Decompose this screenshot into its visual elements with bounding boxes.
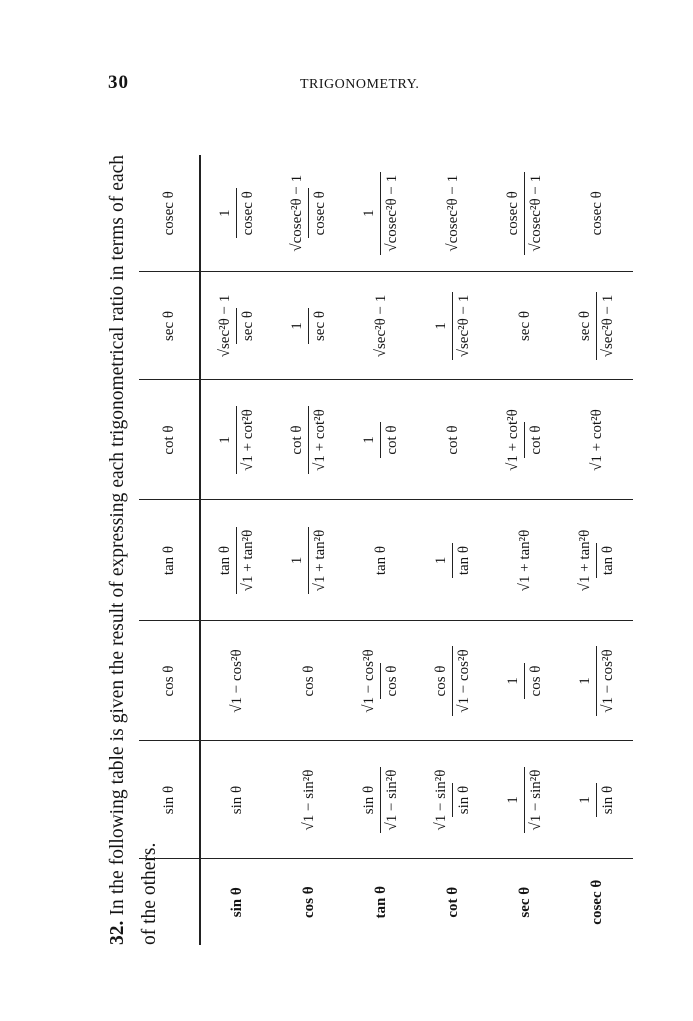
fraction [289, 172, 329, 255]
row-header: cosec θ [588, 879, 605, 925]
table-cell [345, 155, 417, 272]
table-cell [200, 155, 273, 272]
row-header: sin θ [228, 887, 245, 918]
fraction [217, 188, 257, 238]
table-row [200, 155, 273, 945]
fraction [361, 172, 401, 255]
fraction [433, 292, 473, 361]
denominator: √1 − sin²θ [380, 767, 401, 834]
column-header: sec θ [139, 272, 200, 380]
numerator: 1 [577, 796, 593, 804]
table-header-row [139, 155, 200, 945]
cell-expression: sin θ [228, 785, 245, 815]
table-cell [489, 741, 561, 859]
numerator: tan θ [217, 545, 233, 576]
numerator: cot θ [289, 425, 305, 455]
fraction [289, 406, 329, 474]
row-header: tan θ [372, 886, 389, 919]
fraction [577, 527, 617, 595]
table-cell [417, 621, 489, 741]
row-header: cot θ [444, 886, 461, 918]
table-cell [200, 621, 273, 741]
table-row [561, 155, 633, 945]
cell-expression: √cosec²θ − 1 [444, 174, 461, 252]
table-cell [417, 741, 489, 859]
table-cell [489, 380, 561, 500]
table-cell [273, 272, 345, 380]
fraction [217, 527, 257, 595]
denominator: √sec²θ − 1 [452, 292, 473, 361]
table-cell [561, 380, 633, 500]
denominator: √1 − cos²θ [452, 646, 473, 715]
numerator: √1 − cos²θ [361, 649, 377, 713]
table-cell [561, 741, 633, 859]
table-cell [200, 272, 273, 380]
cell-expression: cosec θ [588, 191, 605, 236]
page-number: 30 [108, 72, 129, 93]
numerator: sec θ [577, 310, 593, 342]
table-cell [200, 741, 273, 859]
table-row [489, 155, 561, 945]
table-cell [273, 741, 345, 859]
ratio-table [139, 155, 633, 945]
denominator: cos θ [524, 663, 545, 700]
table-cell [561, 500, 633, 621]
numerator: 1 [577, 677, 593, 685]
table-cell [273, 500, 345, 621]
column-header: tan θ [139, 500, 200, 621]
numerator: 1 [361, 436, 377, 444]
cell-expression: sec θ [516, 310, 533, 342]
numerator: 1 [433, 556, 449, 565]
table-cell [273, 155, 345, 272]
table-cell [489, 272, 561, 380]
denominator: sin θ [596, 783, 617, 817]
numerator: √1 + cot²θ [505, 409, 521, 471]
table-cell [489, 155, 561, 272]
denominator: √1 − sin²θ [524, 767, 545, 834]
row-header: cos θ [300, 886, 317, 919]
cell-expression: cos θ [300, 665, 317, 697]
cell-expression: √1 − sin²θ [300, 769, 317, 831]
table-cell [489, 621, 561, 741]
numerator: √cosec²θ − 1 [289, 174, 305, 252]
denominator: cot θ [380, 422, 401, 457]
table-cell [561, 155, 633, 272]
running-head: TRIGONOMETRY. [300, 77, 420, 92]
fraction [217, 292, 257, 361]
fraction [505, 767, 545, 834]
denominator: √sec²θ − 1 [596, 292, 617, 361]
numerator: 1 [505, 677, 521, 685]
corner-cell [139, 859, 200, 945]
table-cell [345, 500, 417, 621]
numerator: 1 [361, 209, 377, 217]
denominator: √1 + tan²θ [236, 527, 257, 595]
column-header: cosec θ [139, 155, 200, 272]
numerator: 1 [289, 556, 305, 565]
cell-expression: √1 + cot²θ [588, 409, 605, 471]
section-text: In the following table is given the result of expressing each trigonometrical ratio in terms of each of the others. [106, 154, 160, 945]
table-cell [345, 621, 417, 741]
denominator: sin θ [452, 783, 473, 817]
table-cell [561, 272, 633, 380]
fraction [361, 646, 401, 715]
numerator: cosec θ [505, 191, 521, 236]
table-cell [489, 500, 561, 621]
numerator: √1 + tan²θ [577, 529, 593, 592]
numerator: 1 [505, 796, 521, 804]
numerator: √1 − sin²θ [433, 769, 449, 831]
denominator: √1 + cot²θ [308, 406, 329, 474]
table-body [200, 155, 633, 945]
denominator: sec θ [308, 308, 329, 344]
numerator: 1 [289, 322, 305, 330]
denominator: √cosec²θ − 1 [524, 172, 545, 255]
cell-expression: tan θ [372, 545, 389, 576]
numerator: 1 [217, 209, 233, 217]
denominator: √1 + cot²θ [236, 406, 257, 474]
rotated-content [82, 154, 616, 945]
table-cell [273, 621, 345, 741]
numerator: 1 [433, 322, 449, 330]
denominator: cosec θ [236, 188, 257, 238]
row-header: sec θ [516, 886, 533, 918]
denominator: √cosec²θ − 1 [380, 172, 401, 255]
table-cell [417, 380, 489, 500]
numerator: √sec²θ − 1 [217, 294, 233, 358]
cell-expression: cot θ [444, 425, 461, 455]
table-cell [200, 380, 273, 500]
fraction [289, 308, 329, 344]
fraction [505, 406, 545, 474]
fraction [505, 663, 545, 700]
table-row [273, 155, 345, 945]
numerator: cos θ [433, 665, 449, 697]
numerator: sin θ [361, 785, 377, 815]
fraction [577, 292, 617, 361]
section-number: 32. [106, 920, 128, 945]
fraction [577, 646, 617, 715]
fraction [433, 646, 473, 715]
table-cell [273, 380, 345, 500]
table-cell [417, 155, 489, 272]
table-cell [417, 272, 489, 380]
denominator: √1 + tan²θ [308, 527, 329, 595]
denominator: tan θ [596, 543, 617, 578]
fraction [217, 406, 257, 474]
table-cell [345, 272, 417, 380]
fraction [505, 172, 545, 255]
cell-expression: √sec²θ − 1 [372, 294, 389, 358]
column-header: sin θ [139, 741, 200, 859]
table-cell [417, 500, 489, 621]
cell-expression: √1 + tan²θ [516, 529, 533, 592]
denominator: cot θ [524, 422, 545, 457]
fraction [361, 422, 401, 457]
fraction [361, 767, 401, 834]
fraction [289, 527, 329, 595]
table-cell [345, 380, 417, 500]
denominator: cos θ [380, 663, 401, 700]
fraction [577, 783, 617, 817]
denominator: cosec θ [308, 188, 329, 238]
table-cell [561, 621, 633, 741]
denominator: tan θ [452, 543, 473, 578]
fraction [433, 767, 473, 834]
column-header: cos θ [139, 621, 200, 741]
table-cell [200, 500, 273, 621]
numerator: 1 [217, 436, 233, 444]
table-cell [345, 741, 417, 859]
table-row [417, 155, 489, 945]
column-header: cot θ [139, 380, 200, 500]
denominator: √1 − cos²θ [596, 646, 617, 715]
fraction [433, 543, 473, 578]
cell-expression: √1 − cos²θ [228, 649, 245, 713]
table-row [345, 155, 417, 945]
denominator: sec θ [236, 308, 257, 344]
